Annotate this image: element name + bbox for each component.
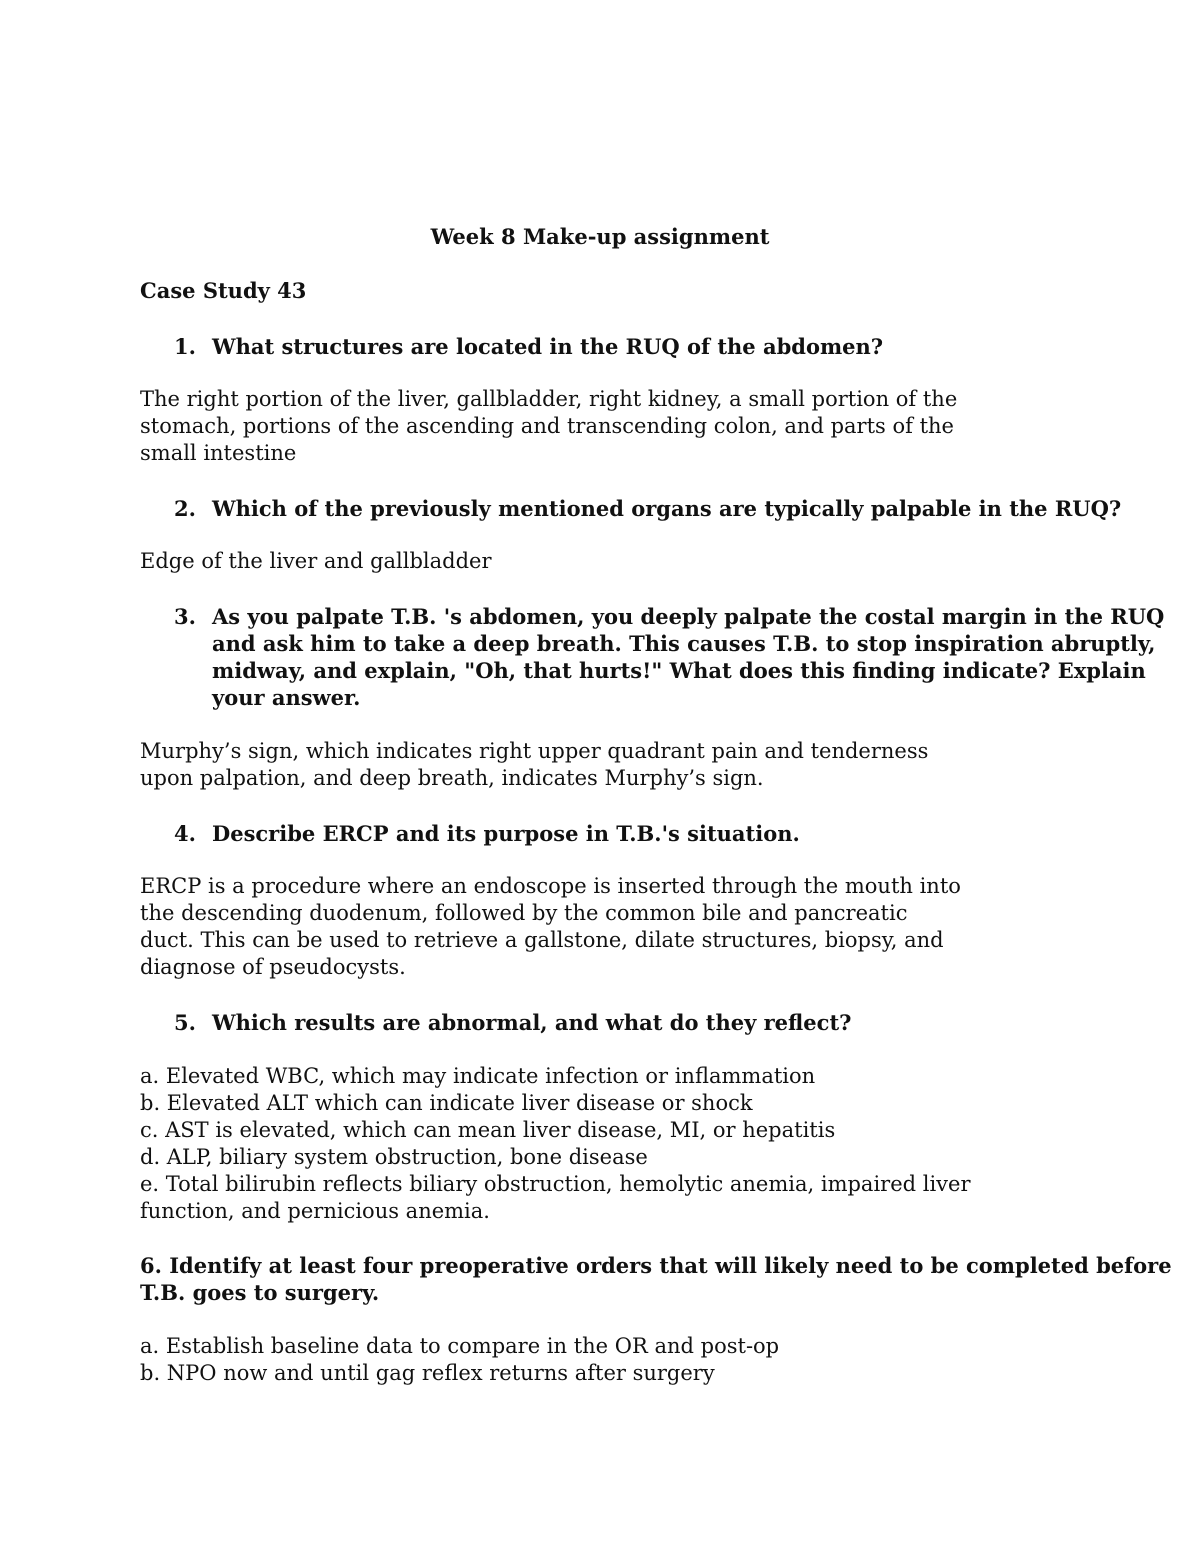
question-3-text-line: your answer. [212,685,361,710]
document-title: Week 8 Make-up assignment [430,224,770,249]
answer-4-line: ERCP is a procedure where an endoscope is inserted through the mouth into [140,874,961,898]
question-3-text-line: and ask him to take a deep breath. This causes T.B. to stop inspiration abruptly, [212,631,1156,656]
answer-5-line: d. ALP, biliary system obstruction, bone disease [140,1145,648,1169]
question-2-text: Which of the previously mentioned organs are typically palpable in the RUQ? [212,496,1122,521]
answer-5-line: function, and pernicious anemia. [140,1199,490,1223]
question-1-number: 1. [174,334,196,359]
answer-2-line: Edge of the liver and gallbladder [140,549,492,573]
answer-4-line: diagnose of pseudocysts. [140,955,406,979]
answer-1-line: small intestine [140,441,297,465]
question-5-number: 5. [174,1010,196,1035]
answer-3-line: Murphy’s sign, which indicates right upper quadrant pain and tenderness [140,739,929,763]
answer-5-line: b. Elevated ALT which can indicate liver disease or shock [140,1091,753,1115]
question-4-number: 4. [174,821,196,846]
answer-6-line: a. Establish baseline data to compare in the OR and post-op [140,1334,780,1358]
answer-5-line: e. Total bilirubin reflects biliary obstruction, hemolytic anemia, impaired liver [140,1172,971,1196]
question-6-text-line: 6. Identify at least four preoperative orders that will likely need to be completed before [140,1253,1172,1278]
answer-1-line: The right portion of the liver, gallbladder, right kidney, a small portion of the [140,387,958,411]
question-3-number: 3. [174,604,196,629]
answer-4-line: the descending duodenum, followed by the common bile and pancreatic [140,901,908,925]
question-5-text: Which results are abnormal, and what do they reflect? [212,1010,852,1035]
question-3-text-line: midway, and explain, "Oh, that hurts!" What does this finding indicate? Explain [212,658,1146,683]
question-4-text: Describe ERCP and its purpose in T.B.'s situation. [212,821,800,846]
case-study-heading: Case Study 43 [140,278,307,303]
answer-6-line: b. NPO now and until gag reflex returns after surgery [140,1361,715,1385]
question-6-text-line: T.B. goes to surgery. [140,1280,380,1305]
answer-4-line: duct. This can be used to retrieve a gallstone, dilate structures, biopsy, and [140,928,944,952]
answer-5-line: c. AST is elevated, which can mean liver disease, MI, or hepatitis [140,1118,836,1142]
answer-3-line: upon palpation, and deep breath, indicates Murphy’s sign. [140,766,764,790]
question-2-number: 2. [174,496,196,521]
answer-1-line: stomach, portions of the ascending and transcending colon, and parts of the [140,414,954,438]
question-3-text-line: As you palpate T.B. 's abdomen, you deeply palpate the costal margin in the RUQ [212,604,1165,629]
answer-5-line: a. Elevated WBC, which may indicate infection or inflammation [140,1064,816,1088]
question-1-text: What structures are located in the RUQ of the abdomen? [212,334,884,359]
